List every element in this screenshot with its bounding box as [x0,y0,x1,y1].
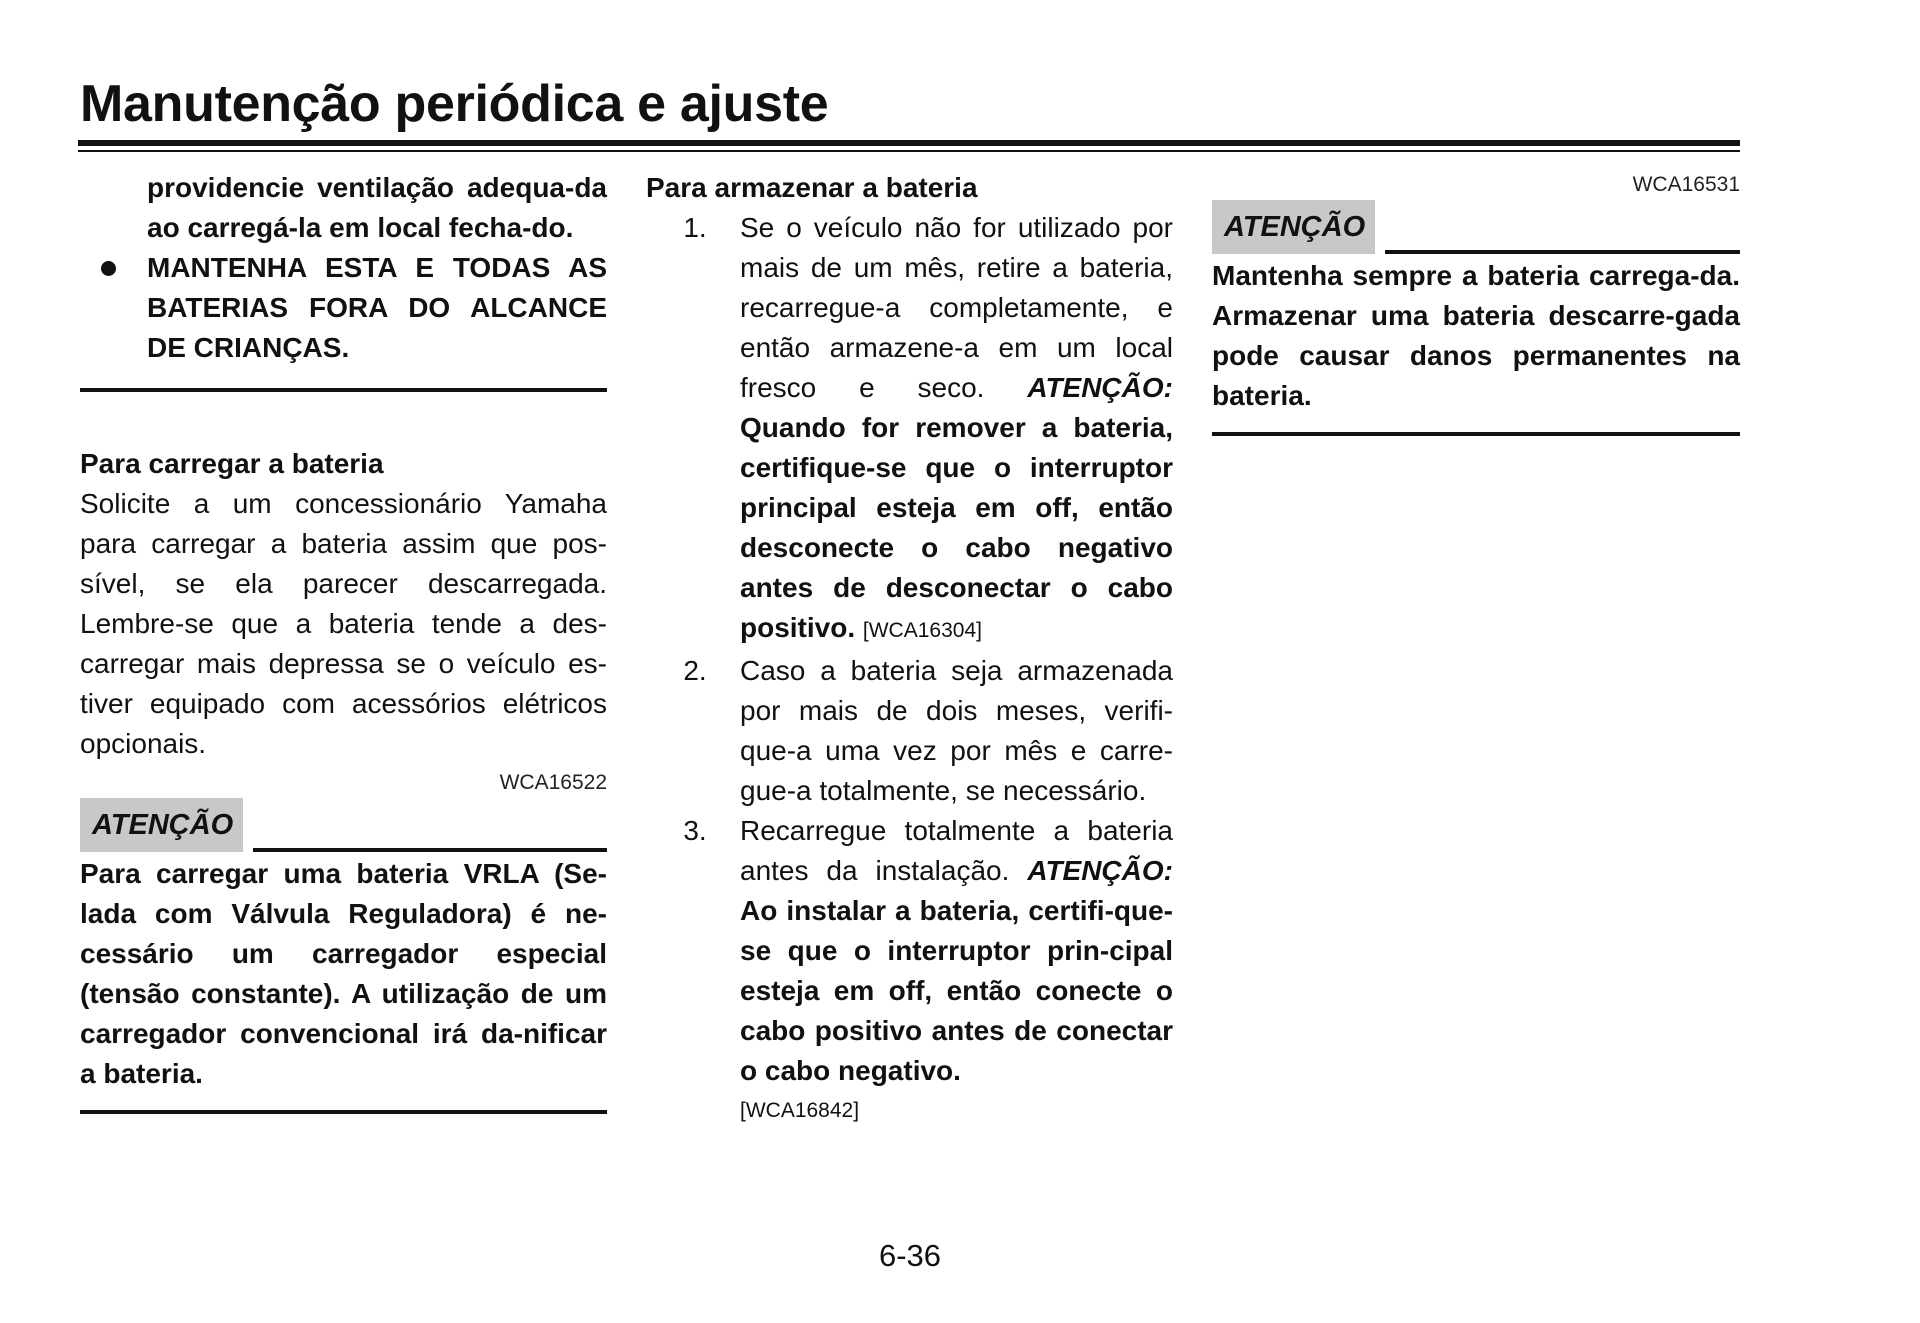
charge-paragraph: Solicite a um concessionário Yamaha para carregar a bateria assim que pos-sível, se ela parecer descarregada. Lembre-se que a bateria tende a des-carregar mais depressa se o veículo es-tiver equipado com acessórios elétricos opcionais. [80,488,607,759]
list-item-body: Se o veículo não for utilizado por mais de um mês, retire a bateria, recarregue-a completamente, e então armazene-a em um local fresco e seco. [740,212,1173,403]
list-item-text [740,811,1173,1131]
warning-bullet [80,248,607,368]
list-item-body: Recarregue totalmente a bateria antes da instalação. [740,815,1173,886]
header-rule-thick [78,140,1740,146]
column-left [80,168,607,1114]
list-item-number: 1. [683,212,707,243]
caution-code: WCA16531 [1632,173,1740,196]
section-heading-charge: Para carregar a bateria [80,448,384,479]
list-item-text: Caso a bateria seja armazenada por mais de dois meses, verifi-que-a uma vez por mês e carre-gue-a totalmente, se necessário. [740,655,1173,806]
reference-code: [WCA16842] [740,1099,860,1122]
caution-code: WCA16522 [499,771,607,794]
caution-label: ATENÇÃO [1212,200,1375,254]
intro-paragraph: providencie ventilação adequa-da ao carregá-la em local fecha-do. [147,172,607,243]
caution-header [80,798,607,852]
list-item-text [740,208,1173,651]
list-item [646,651,1173,811]
inline-caution-text: Quando for remover a bateria, certifique-se que o interruptor principal esteja em off, então desconecte o cabo negativo antes de desconectar o cabo positivo. [740,412,1173,643]
list-item [646,811,1173,1131]
inline-caution-label: ATENÇÃO: [1027,372,1173,403]
caution-body: Para carregar uma bateria VRLA (Se-lada com Válvula Reguladora) é ne-cessário um carregador especial (tensão constante). A utilização de um carregador convencional irá da-nificar a bateria. [80,858,607,1089]
list-item-number: 3. [683,815,707,846]
caution-header [1212,200,1740,254]
warning-bullet-text: MANTENHA ESTA E TODAS AS BATERIAS FORA DO ALCANCE DE CRIANÇAS. [147,252,607,363]
header-rule-thin [78,150,1740,152]
caution-label: ATENÇÃO [80,798,243,852]
caution-body: Mantenha sempre a bateria carrega-da. Armazenar uma bateria descarre-gada pode causar danos permanentes na bateria. [1212,260,1740,411]
inline-caution-text: Ao instalar a bateria, certifi-que-se que o interruptor prin-cipal esteja em off, então conecte o cabo positivo antes de conectar o cabo negativo. [740,895,1173,1086]
column-middle [646,168,1173,1131]
caution-header-rule [1385,250,1740,254]
reference-code: [WCA16304] [862,619,982,642]
column-right [1212,170,1740,436]
page-title: Manutenção periódica e ajuste [80,75,829,133]
list-item-number: 2. [683,655,707,686]
caution-end-rule [80,1110,607,1114]
page-number: 6-36 [878,1238,942,1273]
list-item [646,208,1173,651]
inline-caution-label: ATENÇÃO: [1027,855,1173,886]
caution-header-rule [253,848,607,852]
caution-end-rule [1212,432,1740,436]
bullet-icon [80,248,147,288]
section-heading-store: Para armazenar a bateria [646,172,978,203]
